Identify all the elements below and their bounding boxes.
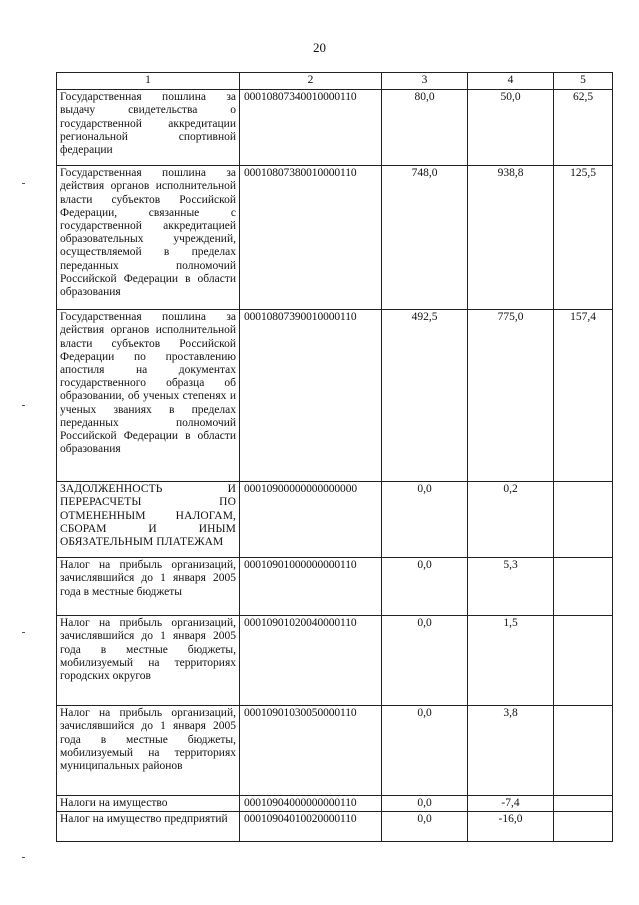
row-value-5: 125,5 <box>554 166 613 310</box>
row-value-3: 80,0 <box>382 90 468 166</box>
row-value-4: 1,5 <box>468 616 554 706</box>
column-header-3: 3 <box>382 73 468 90</box>
column-header-2: 2 <box>240 73 382 90</box>
row-value-3: 0,0 <box>382 796 468 812</box>
table-row <box>57 812 613 842</box>
row-value-3: 748,0 <box>382 166 468 310</box>
scan-mark <box>22 183 25 184</box>
table-row <box>57 558 613 616</box>
table-row <box>57 706 613 796</box>
row-code: 00010904010020000110 <box>240 812 382 842</box>
row-value-5 <box>554 706 613 796</box>
row-value-4: 5,3 <box>468 558 554 616</box>
row-value-4: 938,8 <box>468 166 554 310</box>
column-header-5: 5 <box>554 73 613 90</box>
table-row <box>57 166 613 310</box>
row-name: Налог на прибыль организаций, зачислявшийся до 1 января 2005 года в местные бюджеты, мобилизуемый на территориях муниципальных районов <box>57 706 240 796</box>
row-value-5 <box>554 558 613 616</box>
row-code: 00010901000000000110 <box>240 558 382 616</box>
row-value-3: 492,5 <box>382 310 468 482</box>
row-code: 00010807390010000110 <box>240 310 382 482</box>
table-row <box>57 796 613 812</box>
row-value-5 <box>554 796 613 812</box>
row-value-3: 0,0 <box>382 706 468 796</box>
row-name: Государственная пошлина за действия органов исполнительной власти субъектов Российской Федерации по проставлению апостиля на документах государственного образца об образовании, об ученых степенях и ученых званиях в пределах переданных полномочий Российской Федерации в области образования <box>57 310 240 482</box>
row-value-3: 0,0 <box>382 616 468 706</box>
table-row <box>57 310 613 482</box>
scan-mark <box>22 857 25 858</box>
row-code: 00010904000000000110 <box>240 796 382 812</box>
row-value-4: -7,4 <box>468 796 554 812</box>
row-code: 00010900000000000000 <box>240 482 382 558</box>
row-name: Государственная пошлина за выдачу свидетельства о государственной аккредитации региональной спортивной федерации <box>57 90 240 166</box>
row-value-5 <box>554 482 613 558</box>
row-value-4: 0,2 <box>468 482 554 558</box>
row-value-5 <box>554 616 613 706</box>
row-value-4: -16,0 <box>468 812 554 842</box>
row-value-3: 0,0 <box>382 482 468 558</box>
column-header-4: 4 <box>468 73 554 90</box>
row-code: 00010807380010000110 <box>240 166 382 310</box>
row-name: Налог на имущество предприятий <box>57 812 240 842</box>
row-name: Налог на прибыль организаций, зачислявшийся до 1 января 2005 года в местные бюджеты <box>57 558 240 616</box>
row-name: Налог на прибыль организаций, зачислявшийся до 1 января 2005 года в местные бюджеты, мобилизуемый на территориях городских округов <box>57 616 240 706</box>
page-number: 20 <box>313 40 326 55</box>
row-name: Налоги на имущество <box>57 796 240 812</box>
row-code: 00010901020040000110 <box>240 616 382 706</box>
column-header-1: 1 <box>57 73 240 90</box>
row-name: ЗАДОЛЖЕННОСТЬ И ПЕРЕРАСЧЕТЫ ПО ОТМЕНЕННЫМ НАЛОГАМ, СБОРАМ И ИНЫМ ОБЯЗАТЕЛЬНЫМ ПЛАТЕЖАМ <box>57 482 240 558</box>
scan-mark <box>22 632 25 633</box>
row-value-5 <box>554 812 613 842</box>
scan-mark <box>22 405 25 406</box>
row-code: 00010807340010000110 <box>240 90 382 166</box>
row-value-5: 62,5 <box>554 90 613 166</box>
table-row <box>57 616 613 706</box>
table-row <box>57 482 613 558</box>
row-value-3: 0,0 <box>382 812 468 842</box>
row-name: Государственная пошлина за действия органов исполнительной власти субъектов Российской Федерации, связанные с государственной аккредитацией образовательных учреждений, осуществляемой в пределах переданных полномочий Российской Федерации в области образования <box>57 166 240 310</box>
row-code: 00010901030050000110 <box>240 706 382 796</box>
row-value-4: 3,8 <box>468 706 554 796</box>
row-value-4: 775,0 <box>468 310 554 482</box>
table-row <box>57 90 613 166</box>
table-header-row <box>57 73 613 90</box>
row-value-3: 0,0 <box>382 558 468 616</box>
row-value-5: 157,4 <box>554 310 613 482</box>
row-value-4: 50,0 <box>468 90 554 166</box>
budget-table <box>56 72 613 842</box>
